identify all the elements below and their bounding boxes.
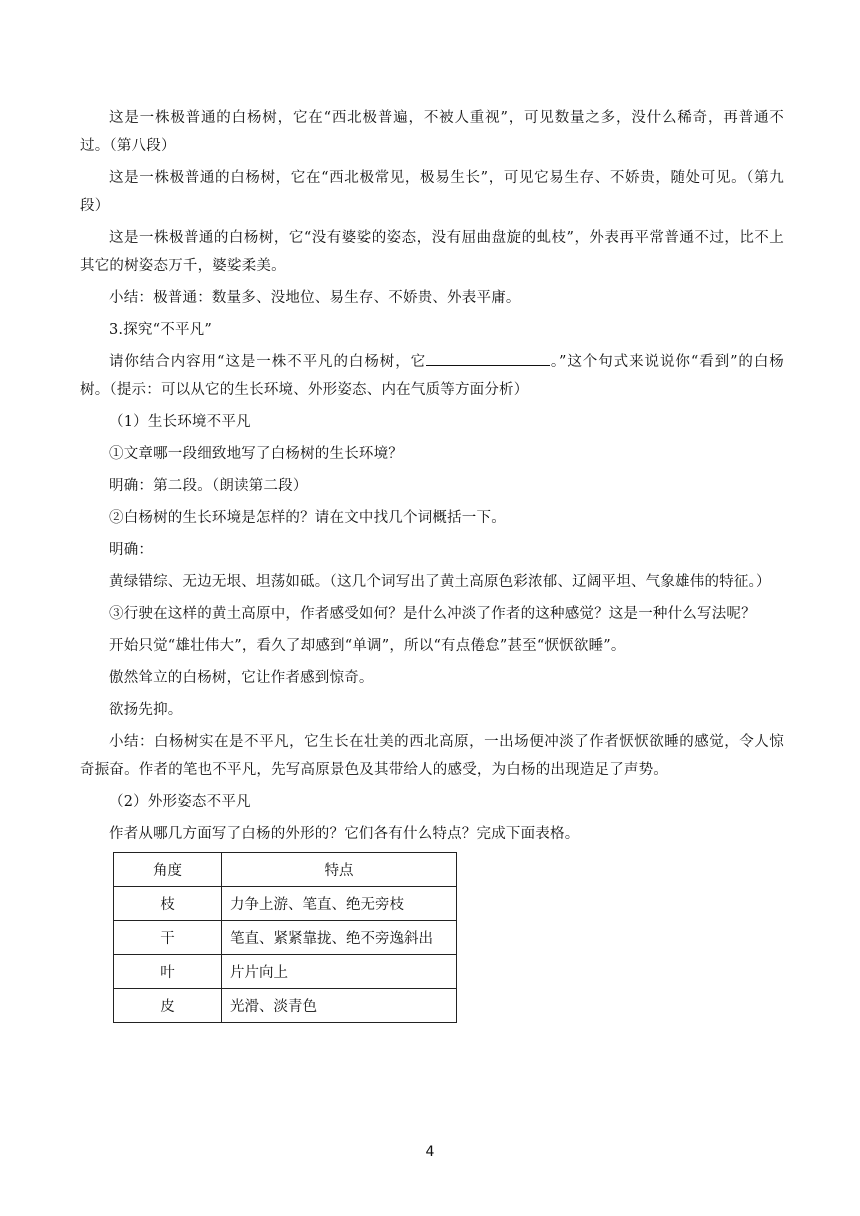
fill-in-blank [426, 351, 550, 366]
answer-3-line-3: 欲扬先抑。 [109, 702, 183, 718]
cell-angle: 干 [114, 921, 222, 955]
cell-trait: 光滑、淡青色 [222, 989, 457, 1023]
table-instruction: 作者从哪几方面写了白杨的外形的？它们各有什么特点？完成下面表格。 [109, 826, 580, 842]
subheading-appearance: （2）外形姿态不平凡 [109, 794, 251, 810]
table-row [114, 921, 457, 955]
answer-1: 明确：第二段。（朗读第二段） [109, 478, 308, 494]
cell-angle: 皮 [114, 989, 222, 1023]
subheading-environment: （1）生长环境不平凡 [109, 414, 251, 430]
paragraph-appearance: 这是一株极普通的白杨树，它“没有婆娑的姿态，没有屈曲盘旋的虬枝”，外表再平常普通不过，比不上其它的树姿态万千，婆娑柔美。 [80, 230, 784, 274]
prompt-text-before: 请你结合内容用“这是一株不平凡的白杨树，它 [109, 354, 427, 370]
table-row [114, 887, 457, 921]
document-body [80, 104, 784, 1023]
answer-2-label: 明确： [109, 542, 154, 558]
answer-2-text: 黄绿错综、无边无垠、坦荡如砥。（这几个词写出了黄土高原色彩浓郁、辽阔平坦、气象雄伟的特征。） [109, 574, 771, 590]
cell-angle: 叶 [114, 955, 222, 989]
question-3: ③行驶在这样的黄土高原中，作者感受如何？是什么冲淡了作者的这种感觉？这是一种什么写法呢？ [109, 606, 756, 622]
paragraph-9th-section: 这是一株极普通的白杨树，它在“西北极常见，极易生长”，可见它易生存、不娇贵，随处可见。（第九段） [80, 170, 784, 214]
summary-extraordinary: 小结：白杨树实在是不平凡，它生长在壮美的西北高原，一出场便冲淡了作者恹恹欲睡的感觉，令人惊奇振奋。作者的笔也不平凡，先写高原景色及其带给人的感受，为白杨的出现造足了声势。 [80, 734, 784, 778]
cell-trait: 笔直、紧紧靠拢、绝不旁逸斜出 [222, 921, 457, 955]
answer-3-line-2: 傲然耸立的白杨树，它让作者感到惊奇。 [109, 670, 374, 686]
question-2: ②白杨树的生长环境是怎样的？请在文中找几个词概括一下。 [109, 510, 506, 526]
cell-angle: 枝 [114, 887, 222, 921]
header-trait: 特点 [222, 853, 457, 887]
cell-trait: 片片向上 [222, 955, 457, 989]
summary-ordinary: 小结：极普通：数量多、没地位、易生存、不娇贵、外表平庸。 [109, 290, 521, 306]
table-row [114, 955, 457, 989]
header-angle: 角度 [114, 853, 222, 887]
answer-3-line-1: 开始只觉“雄壮伟大”，看久了却感到“单调”，所以“有点倦怠”甚至“恹恹欲睡”。 [109, 638, 626, 654]
paragraph-8th-section: 这是一株极普通的白杨树，它在“西北极普遍，不被人重视”，可见数量之多，没什么稀奇，再普通不过。（第八段） [80, 110, 784, 154]
prompt-text-after: 。”这个句式来说说你“看到”的白杨树。（提示：可以从它的生长环境、外形姿态、内在气质等方面分析） [80, 354, 784, 398]
question-1: ①文章哪一段细致地写了白杨树的生长环境？ [109, 446, 403, 462]
appearance-table [113, 852, 457, 1023]
table-header-row [114, 853, 457, 887]
page-number: 4 [425, 1144, 435, 1160]
table-row [114, 989, 457, 1023]
prompt-sentence-pattern [80, 348, 784, 404]
section-heading-extraordinary: 3.探究“不平凡” [109, 322, 212, 338]
cell-trait: 力争上游、笔直、绝无旁枝 [222, 887, 457, 921]
